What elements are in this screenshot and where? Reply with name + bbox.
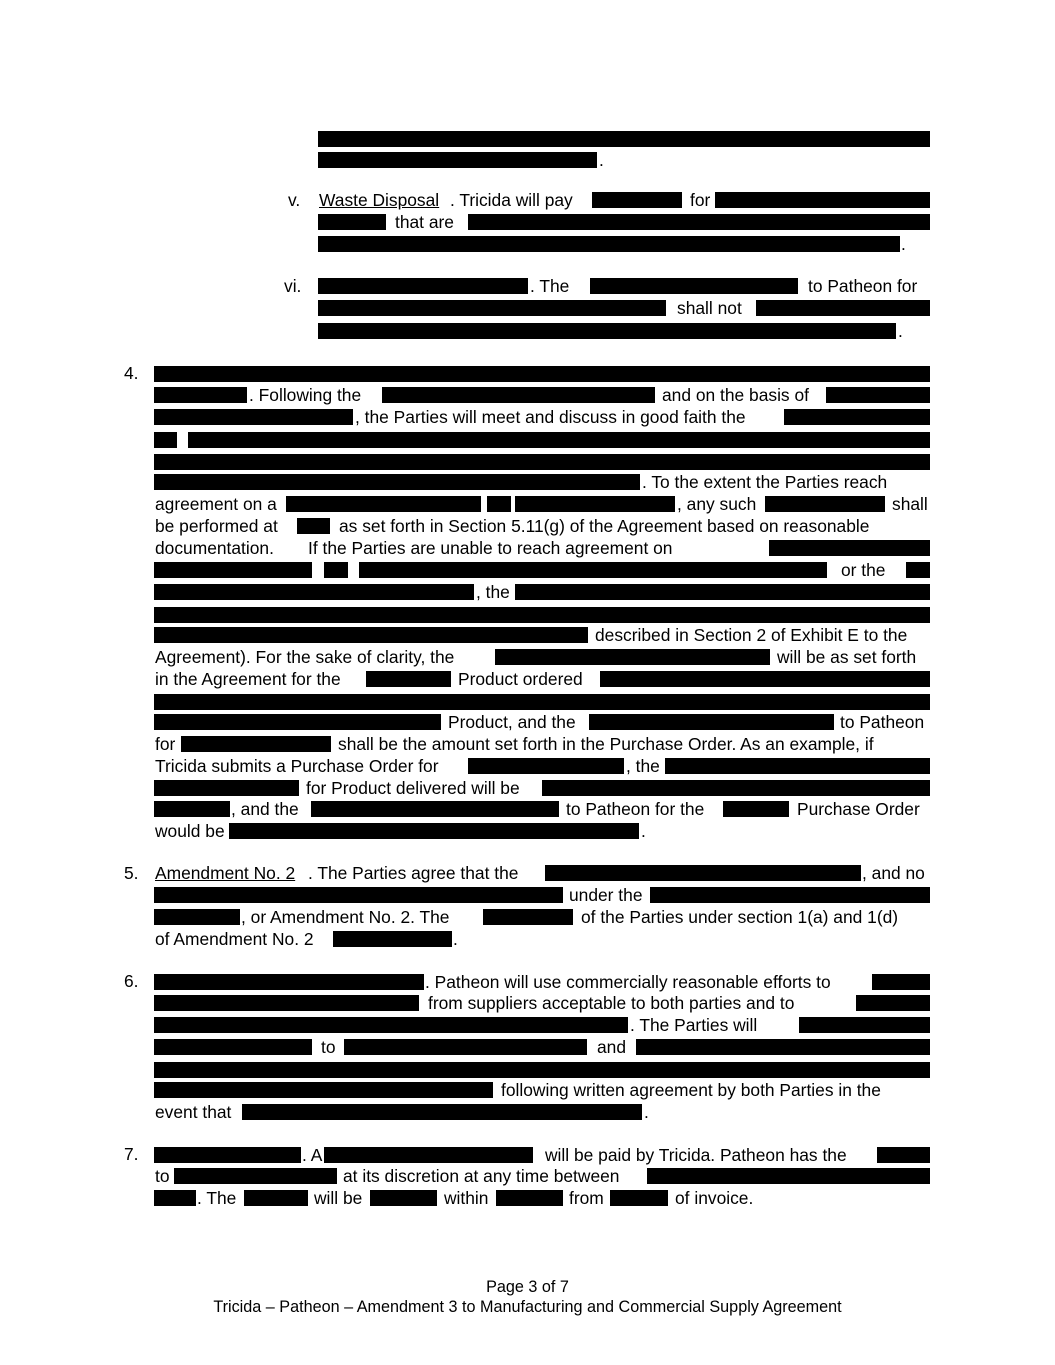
- redaction-block: [650, 887, 930, 903]
- item-7-the: . The: [197, 1188, 237, 1208]
- redaction-block: [318, 278, 528, 294]
- redaction-block: [769, 540, 930, 556]
- redaction-block: [483, 909, 573, 925]
- redaction-block: [756, 300, 930, 316]
- item-4-on-basis-of: and on the basis of: [662, 385, 809, 405]
- redaction-block: [468, 214, 930, 230]
- redaction-block: [154, 607, 930, 623]
- redaction-block: [324, 562, 348, 578]
- redaction-block: [496, 1190, 563, 1206]
- period: .: [901, 234, 906, 254]
- item-v-heading: Waste Disposal: [319, 190, 440, 210]
- item-4-agreement-clarity: Agreement). For the sake of clarity, the: [155, 647, 455, 667]
- item-6-following-written: following written agreement by both Parties in the: [501, 1080, 881, 1100]
- item-5-of-amendment: of Amendment No. 2: [155, 929, 314, 949]
- item-7-of-invoice: of invoice.: [675, 1188, 754, 1208]
- redaction-block: [154, 366, 930, 382]
- item-7-line-2: [0, 1166, 1055, 1186]
- redaction-block: [318, 131, 930, 147]
- item-4-line-8: [0, 516, 1055, 536]
- item-6-event-that: event that: [155, 1102, 232, 1122]
- item-5-marker: 5.: [124, 863, 139, 883]
- item-4-to-patheon-for-the: to Patheon for the: [566, 799, 705, 819]
- item-v-line-1: [0, 190, 1055, 210]
- item-5-heading: Amendment No. 2: [155, 863, 296, 883]
- redaction-block: [154, 1190, 196, 1206]
- item-6-line-1: [0, 972, 1055, 992]
- redaction-block: [154, 454, 930, 470]
- period: .: [644, 1102, 649, 1122]
- redaction-block: [297, 518, 330, 534]
- item-v-text: . Tricida will pay: [450, 190, 573, 210]
- item-4-line-20: [0, 778, 1055, 798]
- redaction-block: [359, 562, 827, 578]
- item-6-line-7: [0, 1102, 1055, 1122]
- redaction-block: [333, 931, 452, 947]
- item-vi-the: . The: [530, 276, 570, 296]
- redaction-block: [344, 1039, 587, 1055]
- item-v-line-3: [0, 234, 1055, 254]
- redaction-block: [515, 496, 675, 512]
- item-4-line-21: [0, 799, 1055, 819]
- redaction-block: [370, 1190, 437, 1206]
- item-5-line-1: [0, 863, 1055, 883]
- redaction-block: [856, 995, 930, 1011]
- item-4-shall: shall: [892, 494, 928, 514]
- item-6-patheon-will-use: . Patheon will use commercially reasonable efforts to: [425, 972, 831, 992]
- item-4-any-such: , any such: [677, 494, 757, 514]
- redaction-block: [799, 1017, 930, 1033]
- item-7-within: within: [444, 1188, 489, 1208]
- item-4-in-agreement-for-the: in the Agreement for the: [155, 669, 341, 689]
- redaction-block: [468, 758, 624, 774]
- item-vi-shall-not: shall not: [677, 298, 742, 318]
- item-4-line-9: [0, 538, 1055, 558]
- redaction-block: [154, 1062, 930, 1078]
- item-7-line-1: [0, 1145, 1055, 1165]
- item-4-line-16: [0, 692, 1055, 712]
- redaction-block: [318, 323, 896, 339]
- redaction-block: [174, 1168, 337, 1184]
- item-4-line-13: [0, 625, 1055, 645]
- footer-document-title: Tricida – Patheon – Amendment 3 to Manufacturing and Commercial Supply Agreement: [213, 1298, 842, 1316]
- redaction-block: [154, 432, 177, 448]
- item-4-would-be: would be: [155, 821, 225, 841]
- redaction-block: [154, 974, 424, 990]
- redaction-block: [906, 562, 930, 578]
- redaction-block: [592, 192, 682, 208]
- item-4-to-the-extent: . To the extent the Parties reach: [642, 472, 888, 492]
- item-7-to: to: [155, 1166, 170, 1186]
- redaction-block: [154, 780, 299, 796]
- redaction-block: [242, 1104, 642, 1120]
- item-4-line-10: [0, 560, 1055, 580]
- redaction-block: [715, 192, 930, 208]
- redaction-block: [181, 736, 331, 752]
- item-4-line-18: [0, 734, 1055, 754]
- item-4-following-the: . Following the: [249, 385, 362, 405]
- item-7-paid-by-tricida: will be paid by Tricida. Patheon has the: [545, 1145, 847, 1165]
- item-4-line-14: [0, 647, 1055, 667]
- period: .: [599, 150, 604, 170]
- item-6-line-6: [0, 1080, 1055, 1100]
- item-6-marker: 6.: [124, 971, 139, 991]
- item-7-from: from: [569, 1188, 604, 1208]
- redaction-block: [877, 1147, 930, 1163]
- item-5-parties-agree: . The Parties agree that the: [308, 863, 519, 883]
- item-5-line-2: [0, 885, 1055, 905]
- redaction-block: [311, 801, 559, 817]
- redaction-block: [318, 152, 597, 168]
- item-5-of-the-parties: of the Parties under section 1(a) and 1(d): [581, 907, 899, 927]
- redaction-block: [154, 474, 640, 490]
- item-vi-line-3: [0, 321, 1055, 341]
- item-vi-line-1: [0, 276, 1055, 296]
- item-4-described-in: described in Section 2 of Exhibit E to the: [595, 625, 908, 645]
- redaction-block: [589, 714, 834, 730]
- redaction-block: [487, 496, 511, 512]
- redaction-block: [244, 1190, 308, 1206]
- item-4-to-patheon: to Patheon: [840, 712, 925, 732]
- redaction-block: [154, 387, 247, 403]
- redaction-block: [765, 496, 885, 512]
- redaction-block: [382, 387, 655, 403]
- item-5-line-3: [0, 907, 1055, 927]
- redaction-block: [154, 409, 353, 425]
- redaction-block: [826, 387, 930, 403]
- item-4-comma-the: , the: [476, 582, 510, 602]
- item-4-for: for: [155, 734, 176, 754]
- redaction-block: [154, 1082, 493, 1098]
- redaction-block: [318, 214, 386, 230]
- redaction-block: [665, 758, 930, 774]
- redaction-block: [366, 671, 451, 687]
- item-4-line-3: [0, 407, 1055, 427]
- item-4-for-product-delivered: for Product delivered will be: [306, 778, 520, 798]
- item-4-or-the: or the: [841, 560, 886, 580]
- redaction-block: [154, 909, 240, 925]
- item-4-comma-the-2: , the: [626, 756, 660, 776]
- redaction-block: [542, 780, 930, 796]
- item-4-line-17: [0, 712, 1055, 732]
- item-vi-marker: vi.: [284, 276, 302, 296]
- item-v-line-2: [0, 212, 1055, 232]
- redaction-block: [154, 995, 419, 1011]
- item-6-line-4: [0, 1037, 1055, 1057]
- item-4-if-unable: If the Parties are unable to reach agreement on: [308, 538, 673, 558]
- redaction-block: [154, 584, 474, 600]
- redaction-block: [545, 865, 861, 881]
- item-4-line-1: [0, 364, 1055, 384]
- item-v-marker: v.: [288, 190, 301, 210]
- redaction-block: [647, 1168, 930, 1184]
- item-5-or-amendment: , or Amendment No. 2. The: [241, 907, 450, 927]
- item-v-that-are: that are: [395, 212, 454, 232]
- redaction-block: [872, 974, 930, 990]
- item-5-under-the: under the: [569, 885, 643, 905]
- item-7-at-its-discretion: at its discretion at any time between: [343, 1166, 620, 1186]
- redaction-block: [154, 801, 230, 817]
- item-4-meet-discuss: , the Parties will meet and discuss in good faith the: [355, 407, 746, 427]
- redaction-block: [188, 432, 930, 448]
- redaction-block: [286, 496, 481, 512]
- item-5-and-no: , and no: [862, 863, 925, 883]
- redaction-block: [154, 887, 563, 903]
- redaction-block: [318, 236, 900, 252]
- redaction-block: [318, 300, 666, 316]
- redaction-block: [590, 278, 798, 294]
- item-7-marker: 7.: [124, 1144, 139, 1164]
- redaction-block: [723, 801, 789, 817]
- redaction-block: [784, 409, 930, 425]
- item-6-line-2: [0, 993, 1055, 1013]
- item-6-from-suppliers: from suppliers acceptable to both parties and to: [428, 993, 795, 1013]
- item-vi-line-2: [0, 298, 1055, 318]
- period: .: [453, 929, 458, 949]
- item-6-line-5: [0, 1060, 1055, 1080]
- redaction-block: [495, 649, 770, 665]
- item-6-the-parties-will: . The Parties will: [630, 1015, 758, 1035]
- redaction-block: [600, 671, 930, 687]
- item-4-line-22: [0, 821, 1055, 841]
- redaction-block: [154, 1017, 628, 1033]
- item-4-purchase-order: Purchase Order: [797, 799, 920, 819]
- item-4-documentation: documentation.: [155, 538, 274, 558]
- item-6-to: to: [321, 1037, 336, 1057]
- footer-page-number: Page 3 of 7: [486, 1278, 569, 1296]
- item-4-be-performed-at: be performed at: [155, 516, 278, 536]
- item-5-line-4: [0, 929, 1055, 949]
- item-vi-to-patheon-for: to Patheon for: [808, 276, 918, 296]
- prev-item-line-2: [0, 150, 1055, 170]
- item-7-a: . A: [302, 1145, 323, 1165]
- item-4-line-12: [0, 605, 1055, 625]
- item-4-line-7: [0, 494, 1055, 514]
- item-4-line-11: [0, 582, 1055, 602]
- item-4-tricida-submits: Tricida submits a Purchase Order for: [155, 756, 439, 776]
- item-6-and: and: [597, 1037, 627, 1057]
- item-7-line-3: [0, 1188, 1055, 1208]
- redaction-block: [154, 1039, 312, 1055]
- period: .: [641, 821, 646, 841]
- item-6-line-3: [0, 1015, 1055, 1035]
- item-4-line-2: [0, 385, 1055, 405]
- redaction-block: [324, 1147, 533, 1163]
- redaction-block: [610, 1190, 668, 1206]
- item-4-amount-set-forth: shall be the amount set forth in the Purchase Order. As an example, if: [338, 734, 874, 754]
- item-4-product-ordered: Product ordered: [458, 669, 583, 689]
- prev-item-line-1: [0, 129, 1055, 149]
- item-4-will-be-set-forth: will be as set forth: [777, 647, 917, 667]
- redaction-block: [515, 584, 930, 600]
- item-4-agreement-on-a: agreement on a: [155, 494, 277, 514]
- item-7-will-be: will be: [314, 1188, 363, 1208]
- item-4-line-6: [0, 472, 1055, 492]
- item-4-and-the: , and the: [231, 799, 299, 819]
- item-v-for: for: [690, 190, 711, 210]
- redaction-block: [154, 714, 441, 730]
- item-4-section-511g: as set forth in Section 5.11(g) of the Agreement based on reasonable: [339, 516, 870, 536]
- item-4-line-15: [0, 669, 1055, 689]
- redaction-block: [154, 694, 930, 710]
- redaction-block: [154, 627, 588, 643]
- item-4-line-5: [0, 452, 1055, 472]
- item-4-line-19: [0, 756, 1055, 776]
- item-4-line-4: [0, 430, 1055, 450]
- redaction-block: [636, 1039, 930, 1055]
- redaction-block: [154, 1147, 301, 1163]
- item-4-product-and-the: Product, and the: [448, 712, 576, 732]
- redaction-block: [154, 562, 312, 578]
- period: .: [898, 321, 903, 341]
- redaction-block: [229, 823, 639, 839]
- item-4-marker: 4.: [124, 363, 139, 383]
